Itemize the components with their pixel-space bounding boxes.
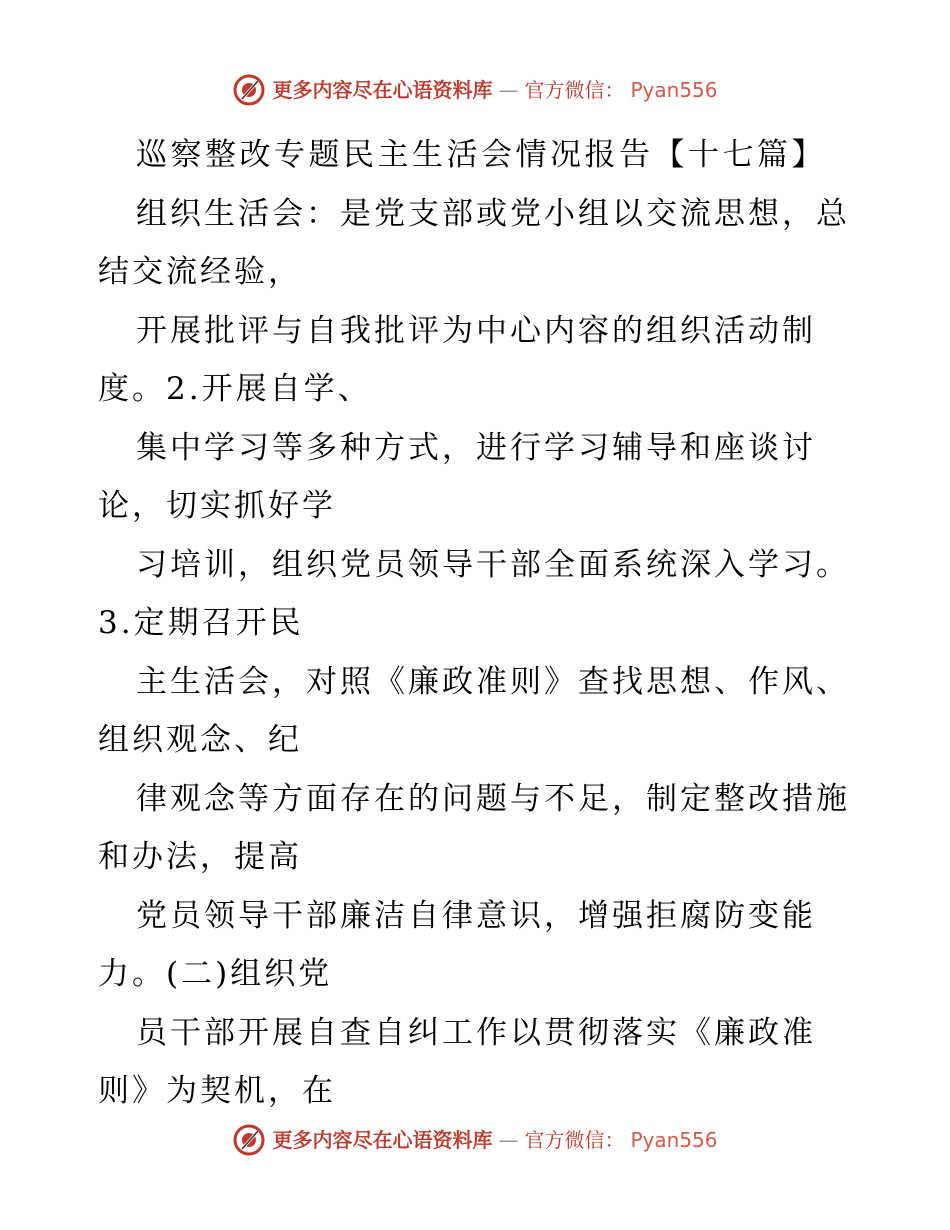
paragraph-line: 组织观念、纪: [98, 722, 302, 758]
paragraph-line: 论，切实抓好学: [98, 488, 336, 524]
document-body: [98, 126, 858, 1121]
paragraph-6: [98, 770, 858, 887]
paragraph-line: 开展批评与自我批评为中心内容的组织活动制: [136, 312, 816, 349]
banner-wechat-label: 官方微信：: [524, 78, 625, 102]
paragraph-line: 员干部开展自查自纠工作以贯彻落实《廉政准: [136, 1014, 816, 1051]
title-line: 巡察整改专题民主生活会情况报告【十七篇】: [136, 137, 826, 173]
paragraph-line: 党员领导干部廉洁自律意识，增强拒腐防变能: [136, 897, 816, 934]
paragraph-8: [98, 1004, 858, 1121]
paragraph-line: 则》为契机，在: [98, 1073, 336, 1109]
banner-prefix-text: 更多内容尽在心语资料库: [272, 1128, 493, 1152]
brand-logo-icon: [232, 73, 266, 107]
banner-dash: —: [498, 1128, 519, 1152]
paragraph-line: 集中学习等多种方式，进行学习辅导和座谈讨: [136, 429, 816, 466]
paragraph-line: 和办法，提高: [98, 839, 302, 875]
paragraph-3: [98, 419, 858, 536]
paragraph-line: 力。(二)组织党: [98, 956, 333, 992]
paragraph-line: 3.定期召开民: [98, 605, 304, 641]
banner-dash: —: [498, 78, 519, 102]
paragraph-line: 组织生活会：是党支部或党小组以交流思想，总: [136, 195, 850, 232]
banner-wechat-id: Pyan556: [630, 78, 718, 102]
paragraph-line: 度。2.开展自学、: [98, 371, 372, 407]
paragraph-4: [98, 536, 858, 653]
banner-prefix-text: 更多内容尽在心语资料库: [272, 78, 493, 102]
banner-wechat-id: Pyan556: [630, 1128, 718, 1152]
paragraph-line: 律观念等方面存在的问题与不足，制定整改措施: [136, 780, 850, 817]
paragraph-5: [98, 653, 858, 770]
paragraph-line: 结交流经验，: [98, 254, 302, 290]
paragraph-line: 习培训，组织党员领导干部全面系统深入学习。: [136, 546, 850, 583]
paragraph-1: [98, 185, 858, 302]
banner-wechat-label: 官方微信：: [524, 1128, 625, 1152]
paragraph-line: 主生活会，对照《廉政准则》查找思想、作风、: [136, 663, 850, 700]
brand-logo-icon: [232, 1123, 266, 1157]
paragraph-2: [98, 302, 858, 419]
header-banner: [0, 70, 950, 110]
paragraph-7: [98, 887, 858, 1004]
document-title: [98, 126, 858, 185]
footer-banner: [0, 1120, 950, 1160]
